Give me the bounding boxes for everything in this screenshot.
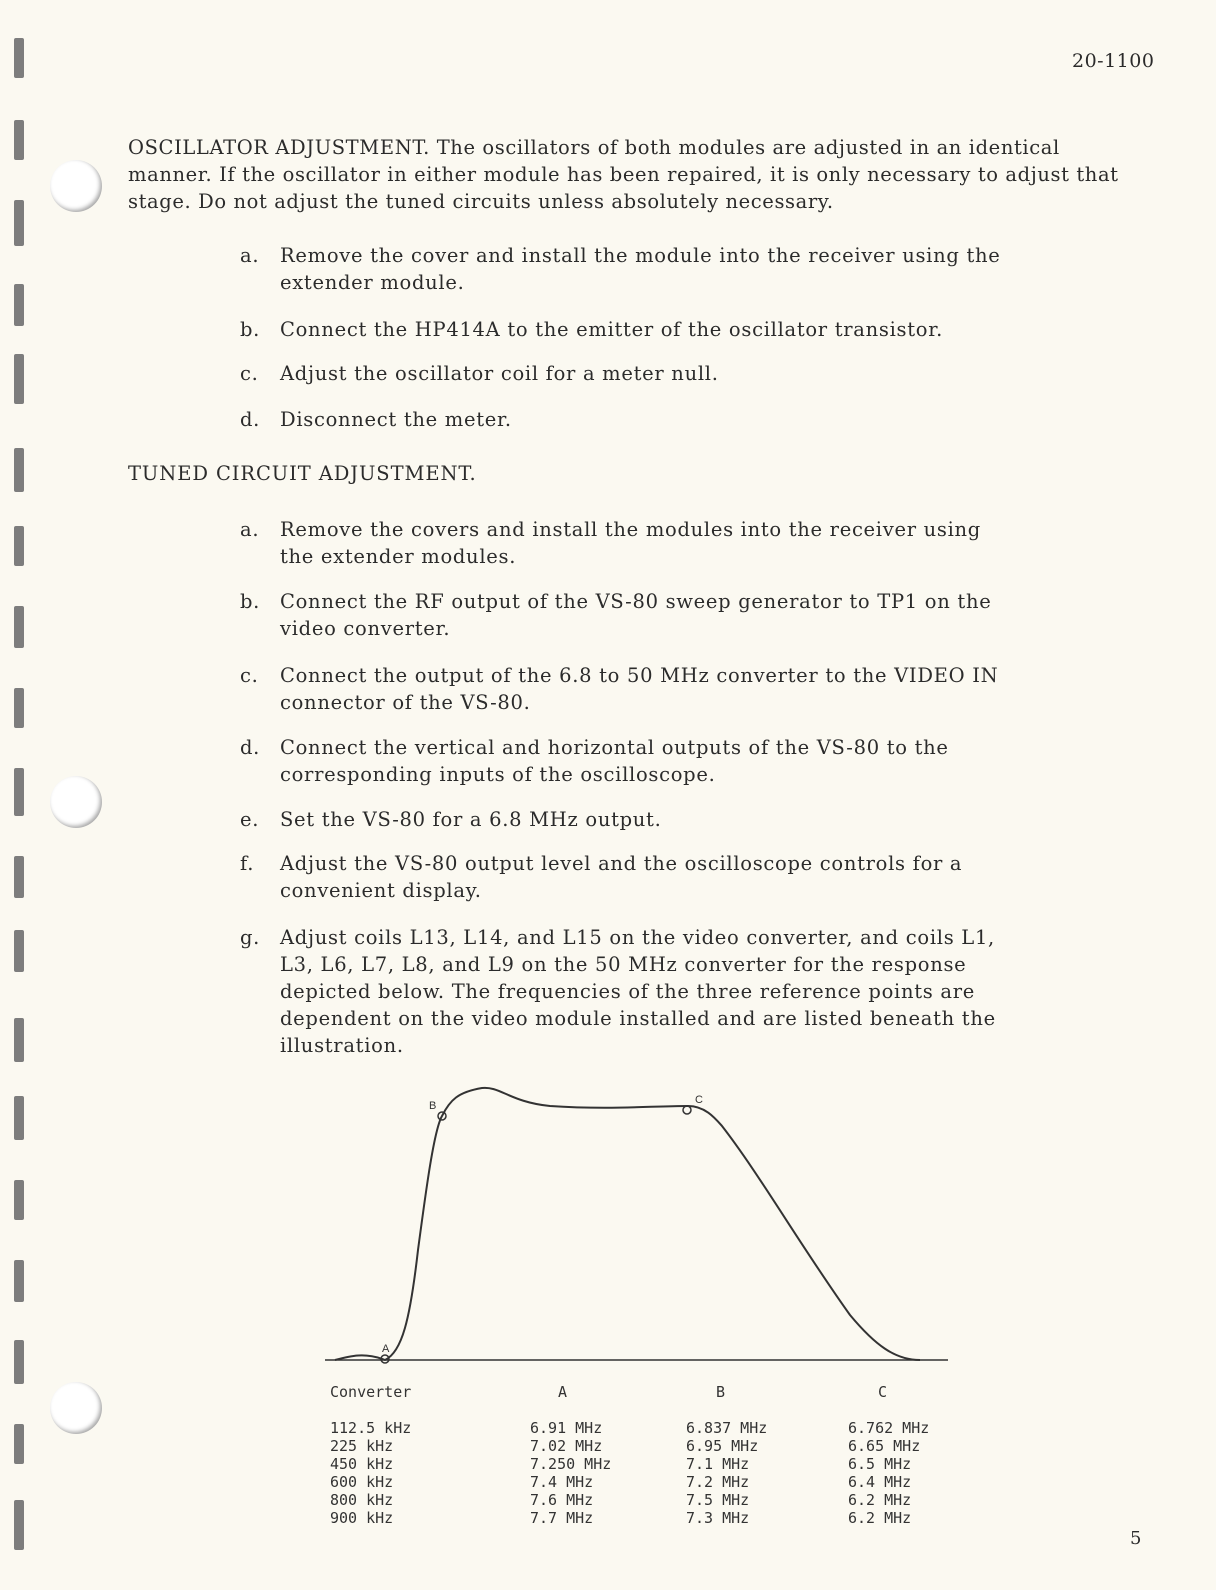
column-header: Converter: [330, 1383, 412, 1401]
binder-hole: [50, 1382, 102, 1434]
column-a: [530, 1383, 611, 1527]
table-cell: 6.762 MHz: [848, 1419, 930, 1437]
point-c-marker: [683, 1106, 691, 1114]
tuned-step: [240, 516, 1020, 570]
table-cell: 600 kHz: [330, 1473, 394, 1491]
step-text: Adjust coils L13, L14, and L15 on the video converter, and coils L1, L3, L6, L7, L8, and L9 on the 50 MHz converter for the response depicted below. The frequencies of the three reference points are dependent on the video module installed and are listed beneath the illustration.: [280, 926, 996, 1057]
binder-mark: [14, 1096, 24, 1140]
tuned-step: [240, 924, 1020, 1059]
binder-hole: [50, 776, 102, 828]
binder-mark: [14, 526, 24, 566]
binder-mark: [14, 606, 24, 648]
converter-column: [330, 1383, 411, 1527]
step-letter: a.: [240, 244, 260, 267]
binder-mark: [14, 448, 24, 492]
point-c-label: C: [695, 1094, 703, 1106]
table-cell: 7.2 MHz: [686, 1473, 750, 1491]
tuned-step: [240, 588, 1020, 642]
tuned-step: [240, 806, 1020, 833]
step-text: Remove the covers and install the modules into the receiver using the extender modules.: [280, 518, 981, 568]
oscillator-step: [240, 316, 1020, 343]
binder-mark: [14, 38, 24, 78]
table-cell: 7.4 MHz: [530, 1473, 594, 1491]
binder-mark: [14, 1260, 24, 1302]
step-letter: b.: [240, 318, 261, 341]
step-letter: a.: [240, 518, 260, 541]
step-letter: d.: [240, 736, 261, 759]
table-cell: 6.5 MHz: [848, 1455, 912, 1473]
step-text: Connect the RF output of the VS-80 sweep generator to TP1 on the video converter.: [280, 590, 992, 640]
column-header: C: [878, 1383, 888, 1401]
table-cell: 6.2 MHz: [848, 1509, 912, 1527]
step-text: Adjust the VS-80 output level and the oscilloscope controls for a convenient display.: [280, 852, 963, 902]
oscillator-adjustment-paragraph: OSCILLATOR ADJUSTMENT. The oscillators of both modules are adjusted in an identical manner. If the oscillator in either module has been repaired, it is only necessary to adjust that stage. Do not adjust the tuned circuits unless absolutely necessary.: [128, 136, 1119, 213]
column-header: B: [716, 1383, 726, 1401]
binder-mark: [14, 688, 24, 728]
table-cell: 7.02 MHz: [530, 1437, 603, 1455]
oscillator-step: [240, 242, 1020, 296]
table-cell: 6.65 MHz: [848, 1437, 921, 1455]
table-cell: 6.837 MHz: [686, 1419, 768, 1437]
table-cell: 6.91 MHz: [530, 1419, 603, 1437]
binder-mark: [14, 1424, 24, 1464]
table-cell: 112.5 kHz: [330, 1419, 412, 1437]
tuned-step: [240, 850, 1020, 904]
oscillator-step: [240, 406, 1020, 433]
table-cell: 6.2 MHz: [848, 1491, 912, 1509]
table-cell: 7.3 MHz: [686, 1509, 750, 1527]
point-b-label: B: [429, 1100, 437, 1112]
table-cell: 225 kHz: [330, 1437, 394, 1455]
column-header: A: [558, 1383, 568, 1401]
point-a-label: A: [382, 1343, 390, 1355]
binder-mark: [14, 200, 24, 246]
page-number: 5: [1130, 1528, 1142, 1549]
table-cell: 6.4 MHz: [848, 1473, 912, 1491]
step-letter: f.: [240, 852, 255, 875]
column-b: [686, 1383, 767, 1527]
table-cell: 6.95 MHz: [686, 1437, 759, 1455]
step-text: Connect the HP414A to the emitter of the oscillator transistor.: [280, 318, 943, 341]
step-text: Connect the output of the 6.8 to 50 MHz converter to the VIDEO IN connector of the VS-80.: [280, 664, 999, 714]
table-cell: 7.5 MHz: [686, 1491, 750, 1509]
binder-mark: [14, 768, 24, 816]
step-text: Remove the cover and install the module into the receiver using the extender module.: [280, 244, 1001, 294]
binder-mark: [14, 1180, 24, 1220]
document-number: 20-1100: [1072, 50, 1155, 72]
table-cell: 800 kHz: [330, 1491, 394, 1509]
step-text: Set the VS-80 for a 6.8 MHz output.: [280, 808, 662, 831]
binder-mark: [14, 930, 24, 972]
step-text: Connect the vertical and horizontal outputs of the VS-80 to the corresponding inputs of the oscilloscope.: [280, 736, 949, 786]
binder-mark: [14, 284, 24, 326]
table-cell: 7.6 MHz: [530, 1491, 594, 1509]
step-letter: e.: [240, 808, 260, 831]
binder-mark: [14, 856, 24, 898]
binder-mark: [14, 1340, 24, 1384]
step-letter: b.: [240, 590, 261, 613]
tuned-step: [240, 662, 1020, 716]
table-cell: 7.250 MHz: [530, 1455, 612, 1473]
step-letter: c.: [240, 362, 259, 385]
step-letter: g.: [240, 926, 261, 949]
table-cell: 7.1 MHz: [686, 1455, 750, 1473]
table-cell: 450 kHz: [330, 1455, 394, 1473]
tuned-step: [240, 734, 1020, 788]
binder-hole: [50, 160, 102, 212]
column-c: [848, 1383, 929, 1527]
step-text: Disconnect the meter.: [280, 408, 512, 431]
table-cell: 7.7 MHz: [530, 1509, 594, 1527]
step-text: Adjust the oscillator coil for a meter null.: [280, 362, 719, 385]
binder-mark: [14, 1500, 24, 1550]
step-letter: d.: [240, 408, 261, 431]
binder-mark: [14, 120, 24, 160]
tuned-circuit-heading: TUNED CIRCUIT ADJUSTMENT.: [128, 462, 477, 485]
binder-mark: [14, 354, 24, 404]
table-cell: 900 kHz: [330, 1509, 394, 1527]
binder-mark: [14, 1018, 24, 1062]
step-letter: c.: [240, 664, 259, 687]
response-curve: [335, 1088, 920, 1360]
oscillator-step: [240, 360, 1020, 387]
response-curve-diagram: [310, 1080, 960, 1370]
